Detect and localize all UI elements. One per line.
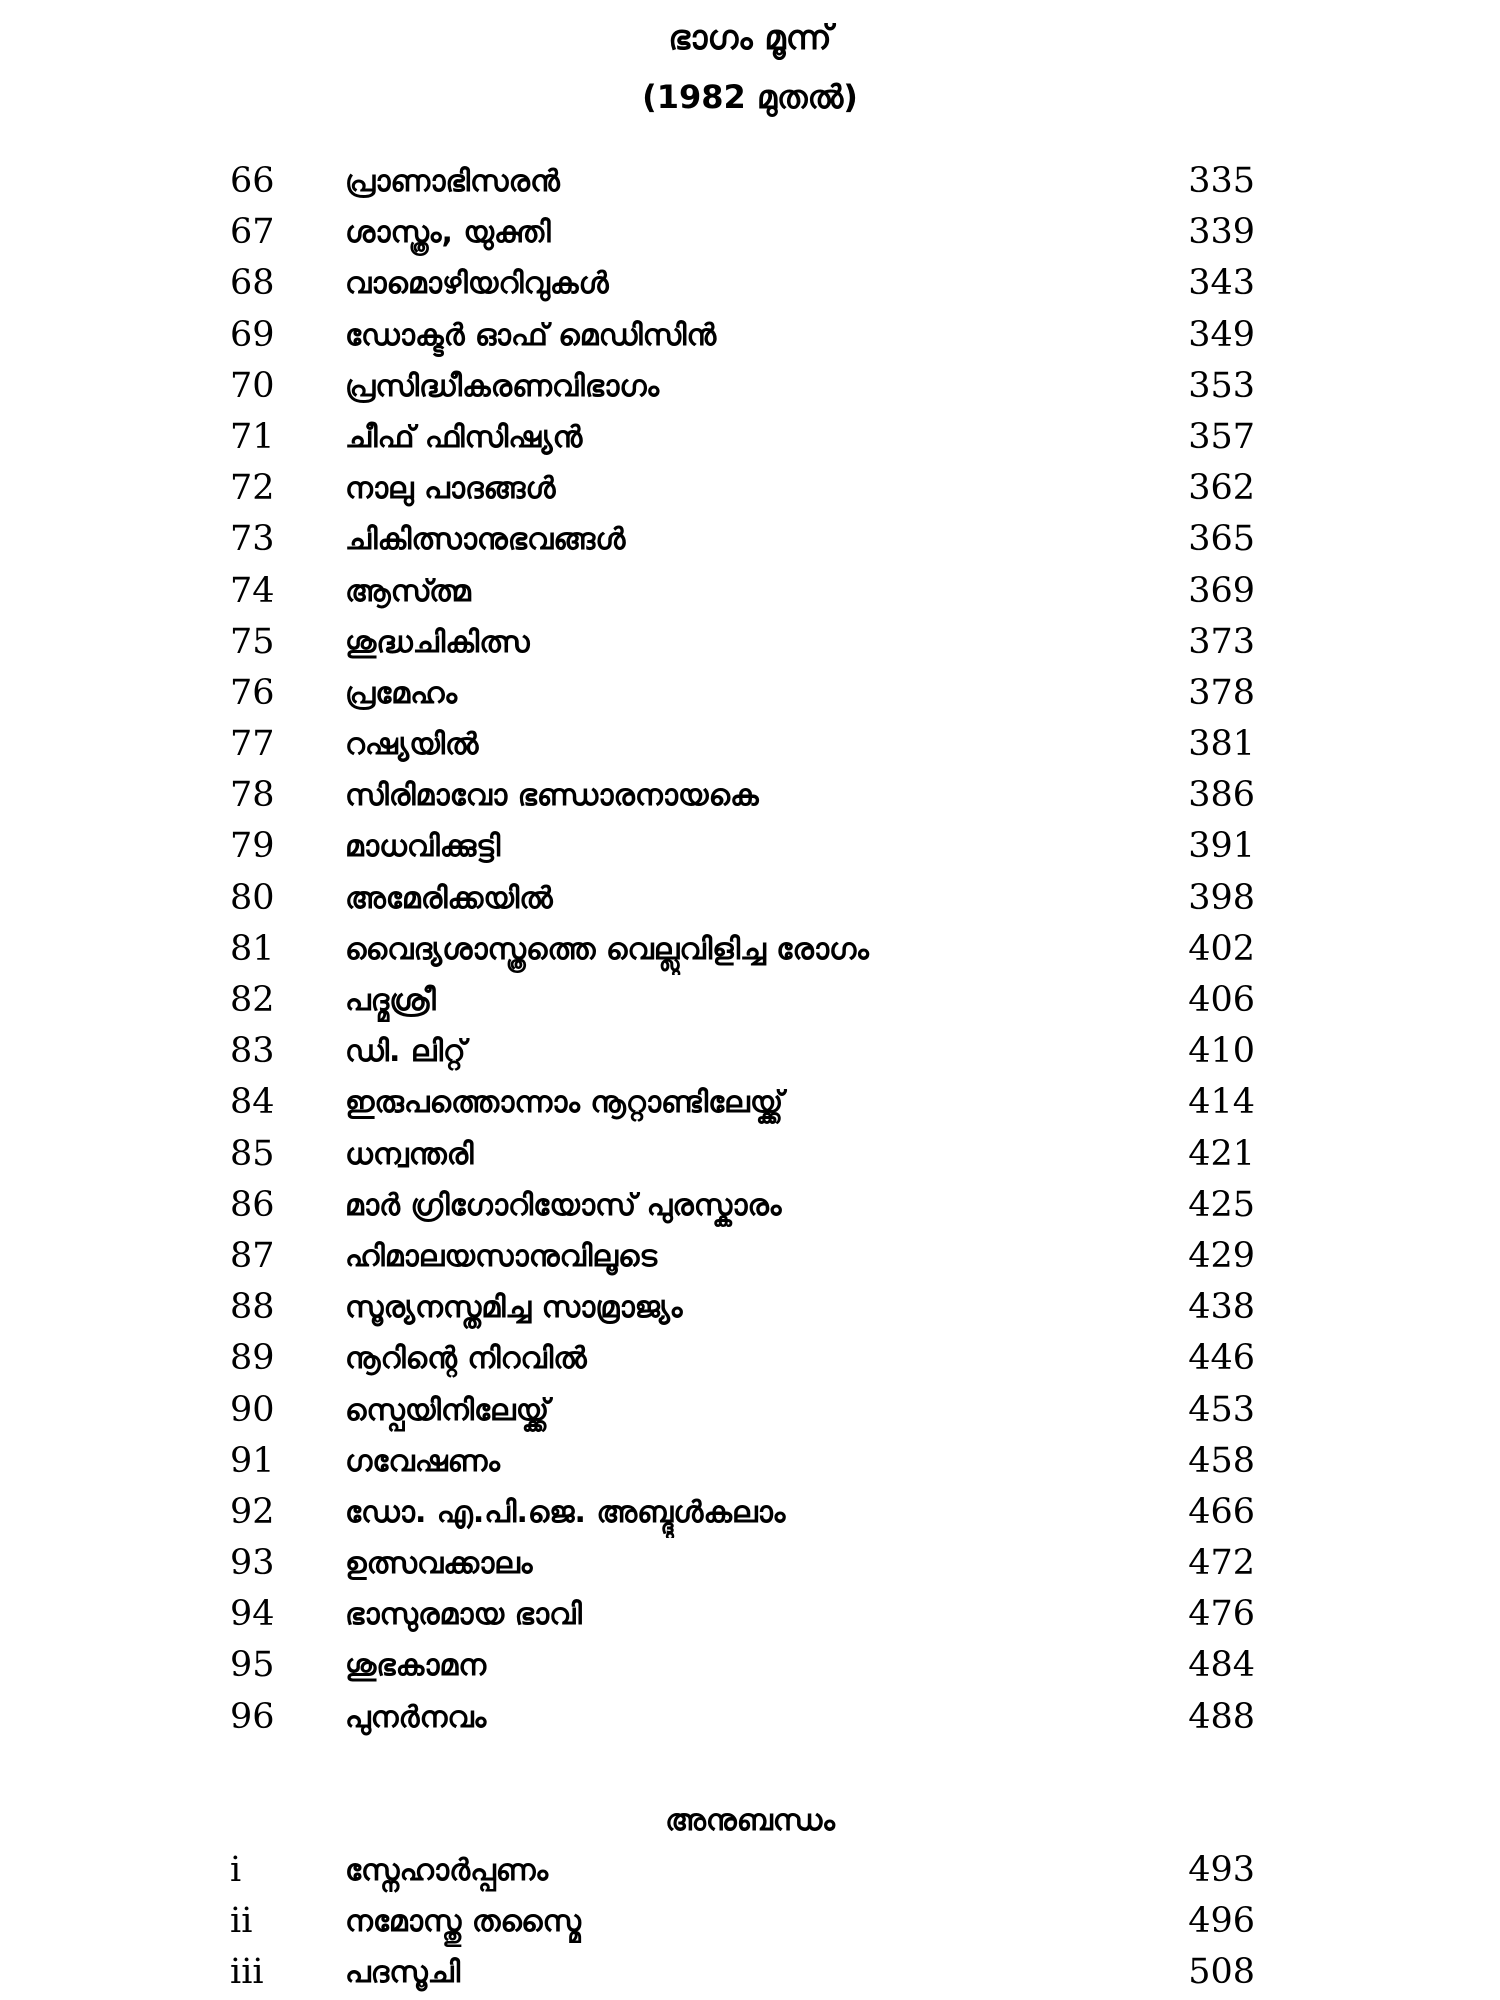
toc-entry <box>0 412 1500 463</box>
toc-entry <box>0 821 1500 872</box>
chapter-number: 69 <box>230 314 275 355</box>
chapter-number: 92 <box>230 1491 275 1532</box>
page-number: 357 <box>1188 416 1255 457</box>
page-number: 398 <box>1188 877 1255 918</box>
chapter-list <box>0 156 1500 1743</box>
part-title: ഭാഗം മൂന്ന് <box>668 18 832 58</box>
toc-entry <box>0 1231 1500 1282</box>
chapter-number: 76 <box>230 672 275 713</box>
page-number: 466 <box>1188 1491 1255 1532</box>
chapter-title: ചീഫ് ഫിസിഷ്യൻ <box>345 419 583 455</box>
chapter-title: പുനർനവം <box>345 1699 487 1735</box>
chapter-title: ആസ്ത്മ <box>345 573 471 609</box>
page-number: 391 <box>1188 826 1255 867</box>
toc-entry <box>0 156 1500 207</box>
toc-entry <box>0 1436 1500 1487</box>
chapter-number: 85 <box>230 1133 275 1174</box>
chapter-number: 91 <box>230 1440 275 1481</box>
chapter-title: റഷ്യയിൽ <box>345 727 479 763</box>
toc-entry <box>0 1180 1500 1231</box>
chapter-number: 72 <box>230 468 275 509</box>
page-number: 496 <box>1188 1901 1255 1941</box>
page-number: 349 <box>1188 314 1255 355</box>
chapter-title: അമേരിക്കയിൽ <box>345 880 553 916</box>
chapter-title: പ്രാണാഭിസരൻ <box>345 164 560 199</box>
chapter-title: പ്രസിദ്ധീകരണവിഭാഗം <box>345 368 660 404</box>
chapter-title: ഹിമാലയസാനുവിലൂടെ <box>345 1238 658 1274</box>
chapter-title: ശാസ്ത്രം, യുക്തി <box>345 215 551 251</box>
page-number: 343 <box>1188 263 1255 304</box>
page-number: 335 <box>1188 161 1255 201</box>
page-number: 446 <box>1188 1338 1255 1379</box>
page-number: 373 <box>1188 621 1255 662</box>
chapter-title: ഡോക്ടർ ഓഫ് മെഡിസിൻ <box>345 317 717 353</box>
page-number: 421 <box>1188 1133 1255 1174</box>
appendix-number: i <box>230 1850 242 1890</box>
toc-entry <box>0 1640 1500 1691</box>
toc-entry <box>0 1589 1500 1640</box>
page-number: 402 <box>1188 928 1255 969</box>
toc-entry <box>0 873 1500 924</box>
toc-entry <box>0 924 1500 975</box>
page-number: 369 <box>1188 570 1255 611</box>
appendix-entry <box>0 1896 1500 1947</box>
chapter-number: 88 <box>230 1287 275 1328</box>
page-number: 410 <box>1188 1031 1255 1072</box>
chapter-number: 73 <box>230 519 275 560</box>
chapter-title: സിരിമാവോ ഭണ്ഡാരനായകെ <box>345 778 759 814</box>
chapter-number: 93 <box>230 1543 275 1584</box>
chapter-title: ശുഭകാമന <box>345 1648 487 1684</box>
page-number: 381 <box>1188 724 1255 765</box>
appendix-title: അനുബന്ധം <box>665 1803 835 1838</box>
appendix-number: iii <box>230 1952 264 1992</box>
toc-entry <box>0 1385 1500 1436</box>
toc-entry <box>0 1077 1500 1128</box>
page-number: 472 <box>1188 1543 1255 1584</box>
chapter-title: ഉത്സവക്കാലം <box>345 1546 533 1582</box>
toc-entry <box>0 1487 1500 1538</box>
chapter-title: ഭാസുരമായ ഭാവി <box>345 1597 582 1633</box>
chapter-number: 87 <box>230 1235 275 1276</box>
chapter-title: സ്പെയിനിലേയ്ക്ക് <box>345 1392 550 1428</box>
chapter-number: 78 <box>230 775 275 816</box>
chapter-number: 83 <box>230 1031 275 1072</box>
toc-entry <box>0 514 1500 565</box>
chapter-title: മാർ ഗ്രിഗോറിയോസ് പുരസ്കാരം <box>345 1187 782 1223</box>
page-number: 386 <box>1188 775 1255 816</box>
chapter-title: പ്രമേഹം <box>345 675 458 711</box>
toc-entry <box>0 1129 1500 1180</box>
chapter-title: ഗവേഷണം <box>345 1443 500 1479</box>
chapter-title: ഇരുപത്തൊന്നാം നൂറ്റാണ്ടിലേയ്ക്ക് <box>345 1085 784 1121</box>
chapter-number: 71 <box>230 416 275 457</box>
page-number: 339 <box>1188 212 1255 253</box>
chapter-number: 66 <box>230 161 275 201</box>
chapter-number: 70 <box>230 365 275 406</box>
chapter-title: വൈദ്യശാസ്ത്രത്തെ വെല്ലുവിളിച്ച രോഗം <box>345 931 869 967</box>
page-number: 362 <box>1188 468 1255 509</box>
appendix-entry <box>0 1947 1500 1998</box>
toc-entry <box>0 258 1500 309</box>
chapter-title: ചികിത്സാനുഭവങ്ങൾ <box>345 522 626 558</box>
chapter-number: 77 <box>230 724 275 765</box>
toc-entry <box>0 1538 1500 1589</box>
chapter-title: ധന്വന്തരി <box>345 1136 474 1172</box>
toc-entry <box>0 770 1500 821</box>
chapter-number: 89 <box>230 1338 275 1379</box>
chapter-title: ഡി. ലിറ്റ് <box>345 1034 466 1070</box>
toc-entry <box>0 463 1500 514</box>
page-number: 414 <box>1188 1082 1255 1123</box>
chapter-number: 86 <box>230 1184 275 1225</box>
chapter-number: 67 <box>230 212 275 253</box>
chapter-number: 94 <box>230 1594 275 1635</box>
appendix-number: ii <box>230 1901 253 1941</box>
chapter-number: 79 <box>230 826 275 867</box>
chapter-number: 75 <box>230 621 275 662</box>
toc-entry <box>0 668 1500 719</box>
toc-entry <box>0 719 1500 770</box>
page-number: 353 <box>1188 365 1255 406</box>
chapter-title: പദ്മശ്രീ <box>345 983 436 1018</box>
chapter-title: സൂര്യനസ്തമിച്ച സാമ്രാജ്യം <box>345 1290 683 1326</box>
chapter-title: നാലു പാദങ്ങൾ <box>345 471 556 507</box>
chapter-number: 82 <box>230 980 275 1020</box>
appendix-entry <box>0 1845 1500 1896</box>
page-number: 429 <box>1188 1235 1255 1276</box>
toc-entry <box>0 1282 1500 1333</box>
chapter-title: നൂറിന്റെ നിറവിൽ <box>345 1341 587 1377</box>
appendix-item-title: സ്നേഹാർപ്പണം <box>345 1853 549 1888</box>
page-number: 508 <box>1188 1952 1255 1992</box>
toc-entry <box>0 361 1500 412</box>
chapter-title: വാമൊഴിയറിവുകൾ <box>345 266 609 302</box>
chapter-number: 81 <box>230 928 275 969</box>
page-number: 488 <box>1188 1696 1255 1737</box>
chapter-number: 80 <box>230 877 275 918</box>
toc-entry <box>0 566 1500 617</box>
toc-entry <box>0 310 1500 361</box>
page-number: 476 <box>1188 1594 1255 1635</box>
page-number: 365 <box>1188 519 1255 560</box>
toc-entry <box>0 1692 1500 1743</box>
page-number: 453 <box>1188 1389 1255 1430</box>
toc-entry <box>0 1333 1500 1384</box>
page-number: 493 <box>1188 1850 1255 1890</box>
page-number: 406 <box>1188 980 1255 1020</box>
chapter-number: 90 <box>230 1389 275 1430</box>
chapter-number: 95 <box>230 1645 275 1686</box>
toc-entry <box>0 207 1500 258</box>
page-number: 438 <box>1188 1287 1255 1328</box>
appendix-item-title: നമോസ്തു തസ്മൈ <box>345 1904 582 1939</box>
chapter-title: ശുദ്ധചികിത്സ <box>345 624 530 660</box>
chapter-title: മാധവിക്കുട്ടി <box>345 829 501 865</box>
page-number: 378 <box>1188 672 1255 713</box>
part-subtitle: (1982 മുതൽ) <box>642 78 858 116</box>
page-number: 425 <box>1188 1184 1255 1225</box>
appendix-item-title: പദസൂചി <box>345 1955 461 1990</box>
toc-entry <box>0 617 1500 668</box>
chapter-number: 96 <box>230 1696 275 1737</box>
appendix-list <box>0 1845 1500 1998</box>
chapter-title: ഡോ. എ.പി.ജെ. അബ്ദുൾകലാം <box>345 1494 786 1530</box>
toc-entry <box>0 1026 1500 1077</box>
chapter-number: 68 <box>230 263 275 304</box>
page-number: 458 <box>1188 1440 1255 1481</box>
chapter-number: 84 <box>230 1082 275 1123</box>
page-number: 484 <box>1188 1645 1255 1686</box>
toc-entry <box>0 975 1500 1026</box>
chapter-number: 74 <box>230 570 275 611</box>
